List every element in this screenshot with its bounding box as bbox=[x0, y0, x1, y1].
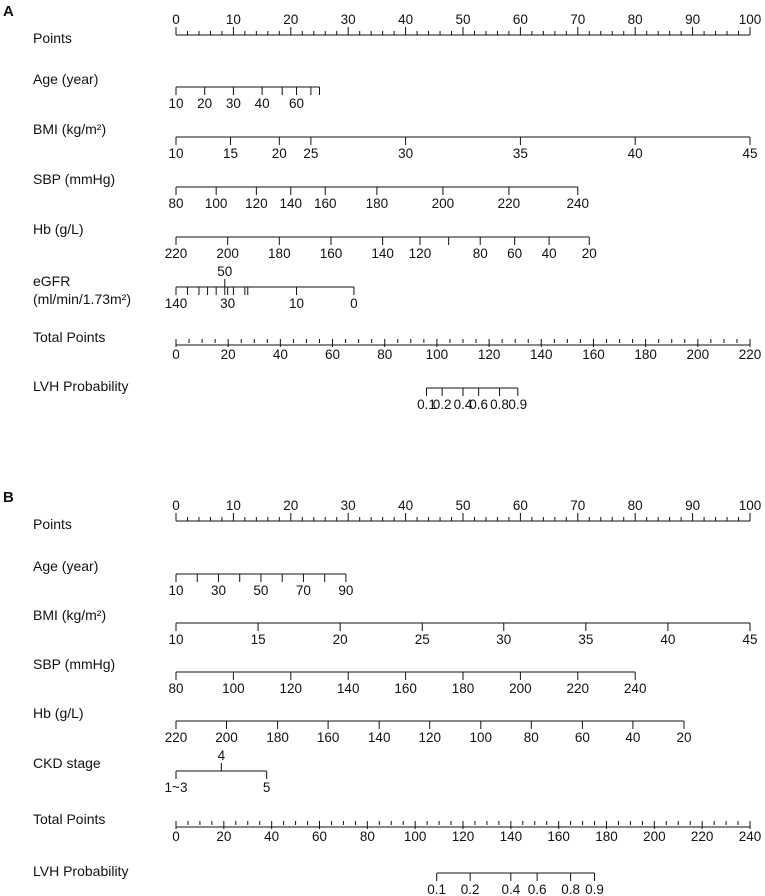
panel-b-points-tick-label: 30 bbox=[340, 498, 356, 513]
panel-a-points-tick-label: 90 bbox=[685, 12, 701, 27]
panel-b-points-tick-label: 80 bbox=[627, 498, 643, 513]
panel-b-points-tick-label: 10 bbox=[225, 498, 241, 513]
panel-b-total-tick-label: 20 bbox=[216, 829, 232, 844]
panel-b-hb-tick-label: 120 bbox=[418, 730, 441, 745]
panel-b-total-points-label: Total Points bbox=[33, 811, 106, 827]
panel-b-bmi-tick-label: 10 bbox=[168, 632, 184, 647]
panel-b-probability-tick-label: 0.6 bbox=[527, 882, 547, 896]
panel-a-egfr-tick-label: 50 bbox=[217, 264, 233, 279]
panel-b-sbp-tick-label: 120 bbox=[279, 681, 303, 696]
panel-a-probability-tick-label: 0.2 bbox=[432, 397, 452, 412]
panel-a-egfr-tick-label: 0 bbox=[350, 296, 358, 311]
panel-b-sbp-tick-label: 100 bbox=[222, 681, 245, 696]
panel-b-total-tick-label: 240 bbox=[738, 829, 762, 844]
panel-a-points-tick-label: 0 bbox=[172, 12, 180, 27]
panel-b-hb-tick-label: 140 bbox=[367, 730, 391, 745]
panel-a-sbp-tick-label: 240 bbox=[566, 196, 590, 211]
panel-b-bmi-tick-label: 45 bbox=[742, 632, 758, 647]
panel-b-bmi-tick-label: 25 bbox=[414, 632, 430, 647]
panel-a-probability-tick-label: 0.6 bbox=[469, 397, 489, 412]
panel-a-hb-tick-label: 60 bbox=[507, 246, 523, 261]
panel-b-points-tick-label: 20 bbox=[283, 498, 299, 513]
panel-a-egfr-tick-label: 140 bbox=[164, 296, 188, 311]
panel-a-total-tick-label: 120 bbox=[477, 347, 501, 362]
panel-a-egfr-label: eGFR bbox=[33, 273, 71, 289]
panel-a-points-tick-label: 10 bbox=[225, 12, 241, 27]
panel-b-ckd_stage-tick-label: 5 bbox=[262, 780, 271, 795]
panel-b-total-tick-label: 120 bbox=[451, 829, 475, 844]
panel-a-probability-tick-label: 0.9 bbox=[508, 397, 528, 412]
panel-b-total-tick-label: 220 bbox=[690, 829, 714, 844]
panel-b-total-tick-label: 0 bbox=[172, 829, 180, 844]
panel-a-bmi-tick-label: 10 bbox=[168, 146, 184, 161]
panel-a-points-tick-label: 80 bbox=[627, 12, 643, 27]
panel-a-total-tick-label: 0 bbox=[172, 347, 180, 362]
panel-b-age-tick-label: 10 bbox=[168, 583, 184, 598]
panel-a-bmi-tick-label: 35 bbox=[512, 146, 528, 161]
panel-b-probability-tick-label: 0.8 bbox=[561, 882, 581, 896]
panel-a-sbp-tick-label: 160 bbox=[313, 196, 337, 211]
panel-a-total-points-label: Total Points bbox=[33, 329, 106, 345]
panel-b-hb-tick-label: 100 bbox=[469, 730, 493, 745]
panel-b-sbp-tick-label: 240 bbox=[623, 681, 647, 696]
panel-b-bmi-tick-label: 15 bbox=[250, 632, 266, 647]
panel-b-total-tick-label: 100 bbox=[403, 829, 427, 844]
panel-b-bmi-tick-label: 40 bbox=[660, 632, 676, 647]
panel-a-total-tick-label: 100 bbox=[425, 347, 449, 362]
panel-a-age-tick-label: 40 bbox=[254, 96, 270, 111]
panel-b-sbp-tick-label: 220 bbox=[566, 681, 590, 696]
panel-a-total-tick-label: 160 bbox=[582, 347, 605, 362]
panel-b-total-tick-label: 200 bbox=[643, 829, 666, 844]
panel-b-probability-tick-label: 0.4 bbox=[501, 882, 521, 896]
panel-a-hb-tick-label: 220 bbox=[164, 246, 188, 261]
panel-b-points-tick-label: 50 bbox=[455, 498, 471, 513]
panel-b-hb-tick-label: 200 bbox=[215, 730, 238, 745]
panel-a-egfr-label-units: (ml/min/1.73m²) bbox=[33, 291, 132, 307]
panel-b-total-tick-label: 40 bbox=[264, 829, 280, 844]
panel-b-hb-tick-label: 220 bbox=[164, 730, 188, 745]
panel-a-points-tick-label: 70 bbox=[570, 12, 586, 27]
panel-a-points-tick-label: 60 bbox=[512, 12, 528, 27]
panel-b-hb-tick-label: 40 bbox=[625, 730, 641, 745]
panel-a-points-axis-label: Points bbox=[33, 30, 72, 46]
panel-a-age-tick-label: 30 bbox=[225, 96, 241, 111]
panel-a-sbp-tick-label: 200 bbox=[431, 196, 455, 211]
panel-b-hb-label: Hb (g/L) bbox=[33, 705, 84, 721]
panel-a-bmi-tick-label: 20 bbox=[271, 146, 287, 161]
panel-a-bmi-tick-label: 40 bbox=[627, 146, 643, 161]
panel-a-total-tick-label: 60 bbox=[325, 347, 341, 362]
panel-a-hb-tick-label: 200 bbox=[216, 246, 239, 261]
panel-a-total-tick-label: 20 bbox=[220, 347, 236, 362]
panel-a-hb-tick-label: 120 bbox=[408, 246, 432, 261]
panel-b-sbp-tick-label: 200 bbox=[509, 681, 532, 696]
panel-a-hb-tick-label: 160 bbox=[319, 246, 343, 261]
panel-b-probability-tick-label: 0.1 bbox=[427, 882, 447, 896]
panel-b-hb-tick-label: 60 bbox=[574, 730, 590, 745]
panel-b-ckd_stage-label: CKD stage bbox=[33, 755, 101, 771]
panel-a-hb-label: Hb (g/L) bbox=[33, 221, 84, 237]
panel-a-age-label: Age (year) bbox=[33, 71, 99, 87]
panel-b-age-tick-label: 30 bbox=[210, 583, 226, 598]
panel-a-age-tick-label: 10 bbox=[168, 96, 184, 111]
panel-b-hb-tick-label: 80 bbox=[523, 730, 539, 745]
panel-b-total-tick-label: 60 bbox=[311, 829, 328, 844]
panel-b-sbp-tick-label: 140 bbox=[336, 681, 360, 696]
panel-b-sbp-label: SBP (mmHg) bbox=[33, 656, 116, 672]
panel-b-points-tick-label: 0 bbox=[172, 498, 180, 513]
panel-a-bmi-tick-label: 25 bbox=[303, 146, 319, 161]
panel-a-bmi-tick-label: 30 bbox=[398, 146, 414, 161]
panel-a-probability-tick-label: 0.1 bbox=[417, 397, 436, 412]
panel-b-hb-tick-label: 180 bbox=[266, 730, 289, 745]
panel-b-age-tick-label: 50 bbox=[253, 583, 269, 598]
panel-a-probability-tick-label: 0.4 bbox=[453, 397, 473, 412]
panel-b-points-axis-label: Points bbox=[33, 516, 72, 532]
panel-b-sbp-tick-label: 80 bbox=[168, 681, 184, 696]
panel-a-egfr-tick-label: 10 bbox=[289, 296, 305, 311]
panel-a-points-tick-label: 30 bbox=[340, 12, 356, 27]
panel-b-points-tick-label: 40 bbox=[398, 498, 414, 513]
panel-b-total-tick-label: 140 bbox=[499, 829, 523, 844]
panel-b-points-tick-label: 60 bbox=[512, 498, 528, 513]
panel-a-total-tick-label: 180 bbox=[634, 347, 657, 362]
panel-a-total-tick-label: 40 bbox=[272, 347, 288, 362]
panel-a-sbp-tick-label: 120 bbox=[245, 196, 268, 211]
panel-b-ckd_stage-tick-label: 1~3 bbox=[164, 780, 188, 795]
panel-b-sbp-tick-label: 180 bbox=[451, 681, 475, 696]
panel-a-hb-tick-label: 80 bbox=[472, 246, 488, 261]
panel-a-probability-label: LVH Probability bbox=[33, 378, 129, 394]
panel-b-bmi-label: BMI (kg/m²) bbox=[33, 607, 107, 623]
panel-a-points-tick-label: 20 bbox=[283, 12, 299, 27]
panel-a-sbp-tick-label: 180 bbox=[365, 196, 389, 211]
panel-a-points-tick-label: 100 bbox=[738, 12, 762, 27]
panel-b-hb-tick-label: 160 bbox=[316, 730, 340, 745]
panel-b-age-tick-label: 90 bbox=[338, 583, 354, 598]
panel-label-b: B bbox=[3, 489, 14, 506]
panel-a-sbp-tick-label: 220 bbox=[497, 196, 521, 211]
panel-b-hb-tick-label: 20 bbox=[676, 730, 692, 745]
panel-b-bmi-tick-label: 35 bbox=[578, 632, 594, 647]
panel-a-hb-tick-label: 140 bbox=[371, 246, 394, 261]
panel-a-bmi-tick-label: 15 bbox=[223, 146, 239, 161]
panel-a-total-tick-label: 220 bbox=[738, 347, 762, 362]
panel-b-age-tick-label: 70 bbox=[295, 583, 311, 598]
panel-a-bmi-label: BMI (kg/m²) bbox=[33, 121, 107, 137]
panel-b-probability-tick-label: 0.2 bbox=[460, 882, 480, 896]
panel-a-bmi-tick-label: 45 bbox=[742, 146, 758, 161]
panel-a-points-tick-label: 50 bbox=[455, 12, 471, 27]
panel-b-ckd_stage-tick-label: 4 bbox=[217, 748, 226, 763]
panel-b-total-tick-label: 180 bbox=[595, 829, 618, 844]
panel-a-points-tick-label: 40 bbox=[398, 12, 414, 27]
panel-a-probability-tick-label: 0.8 bbox=[490, 397, 509, 412]
panel-a-total-tick-label: 200 bbox=[686, 347, 710, 362]
panel-b-probability-tick-label: 0.9 bbox=[585, 882, 604, 896]
panel-b-bmi-tick-label: 30 bbox=[496, 632, 512, 647]
panel-b-points-tick-label: 100 bbox=[738, 498, 762, 513]
panel-a-age-tick-label: 20 bbox=[197, 96, 213, 111]
panel-a-age-tick-label: 60 bbox=[289, 96, 305, 111]
panel-b-points-tick-label: 70 bbox=[570, 498, 586, 513]
panel-b-bmi-tick-label: 20 bbox=[332, 632, 348, 647]
panel-a-egfr-tick-label: 30 bbox=[220, 296, 236, 311]
panel-a-total-tick-label: 80 bbox=[377, 347, 393, 362]
panel-a-sbp-label: SBP (mmHg) bbox=[33, 171, 116, 187]
panel-a-total-tick-label: 140 bbox=[530, 347, 553, 362]
panel-a-hb-tick-label: 180 bbox=[268, 246, 291, 261]
panel-b-probability-label: LVH Probability bbox=[33, 863, 129, 879]
panel-b-sbp-tick-label: 160 bbox=[394, 681, 417, 696]
panel-b-points-tick-label: 90 bbox=[685, 498, 701, 513]
panel-b-age-label: Age (year) bbox=[33, 558, 99, 574]
panel-a-hb-tick-label: 40 bbox=[541, 246, 557, 261]
panel-b-total-tick-label: 80 bbox=[359, 829, 375, 844]
panel-label-a: A bbox=[3, 3, 14, 20]
panel-a-sbp-tick-label: 100 bbox=[204, 196, 228, 211]
panel-a-hb-tick-label: 20 bbox=[581, 246, 597, 261]
panel-b-total-tick-label: 160 bbox=[547, 829, 570, 844]
panel-a-sbp-tick-label: 80 bbox=[168, 196, 184, 211]
panel-a-sbp-tick-label: 140 bbox=[279, 196, 303, 211]
